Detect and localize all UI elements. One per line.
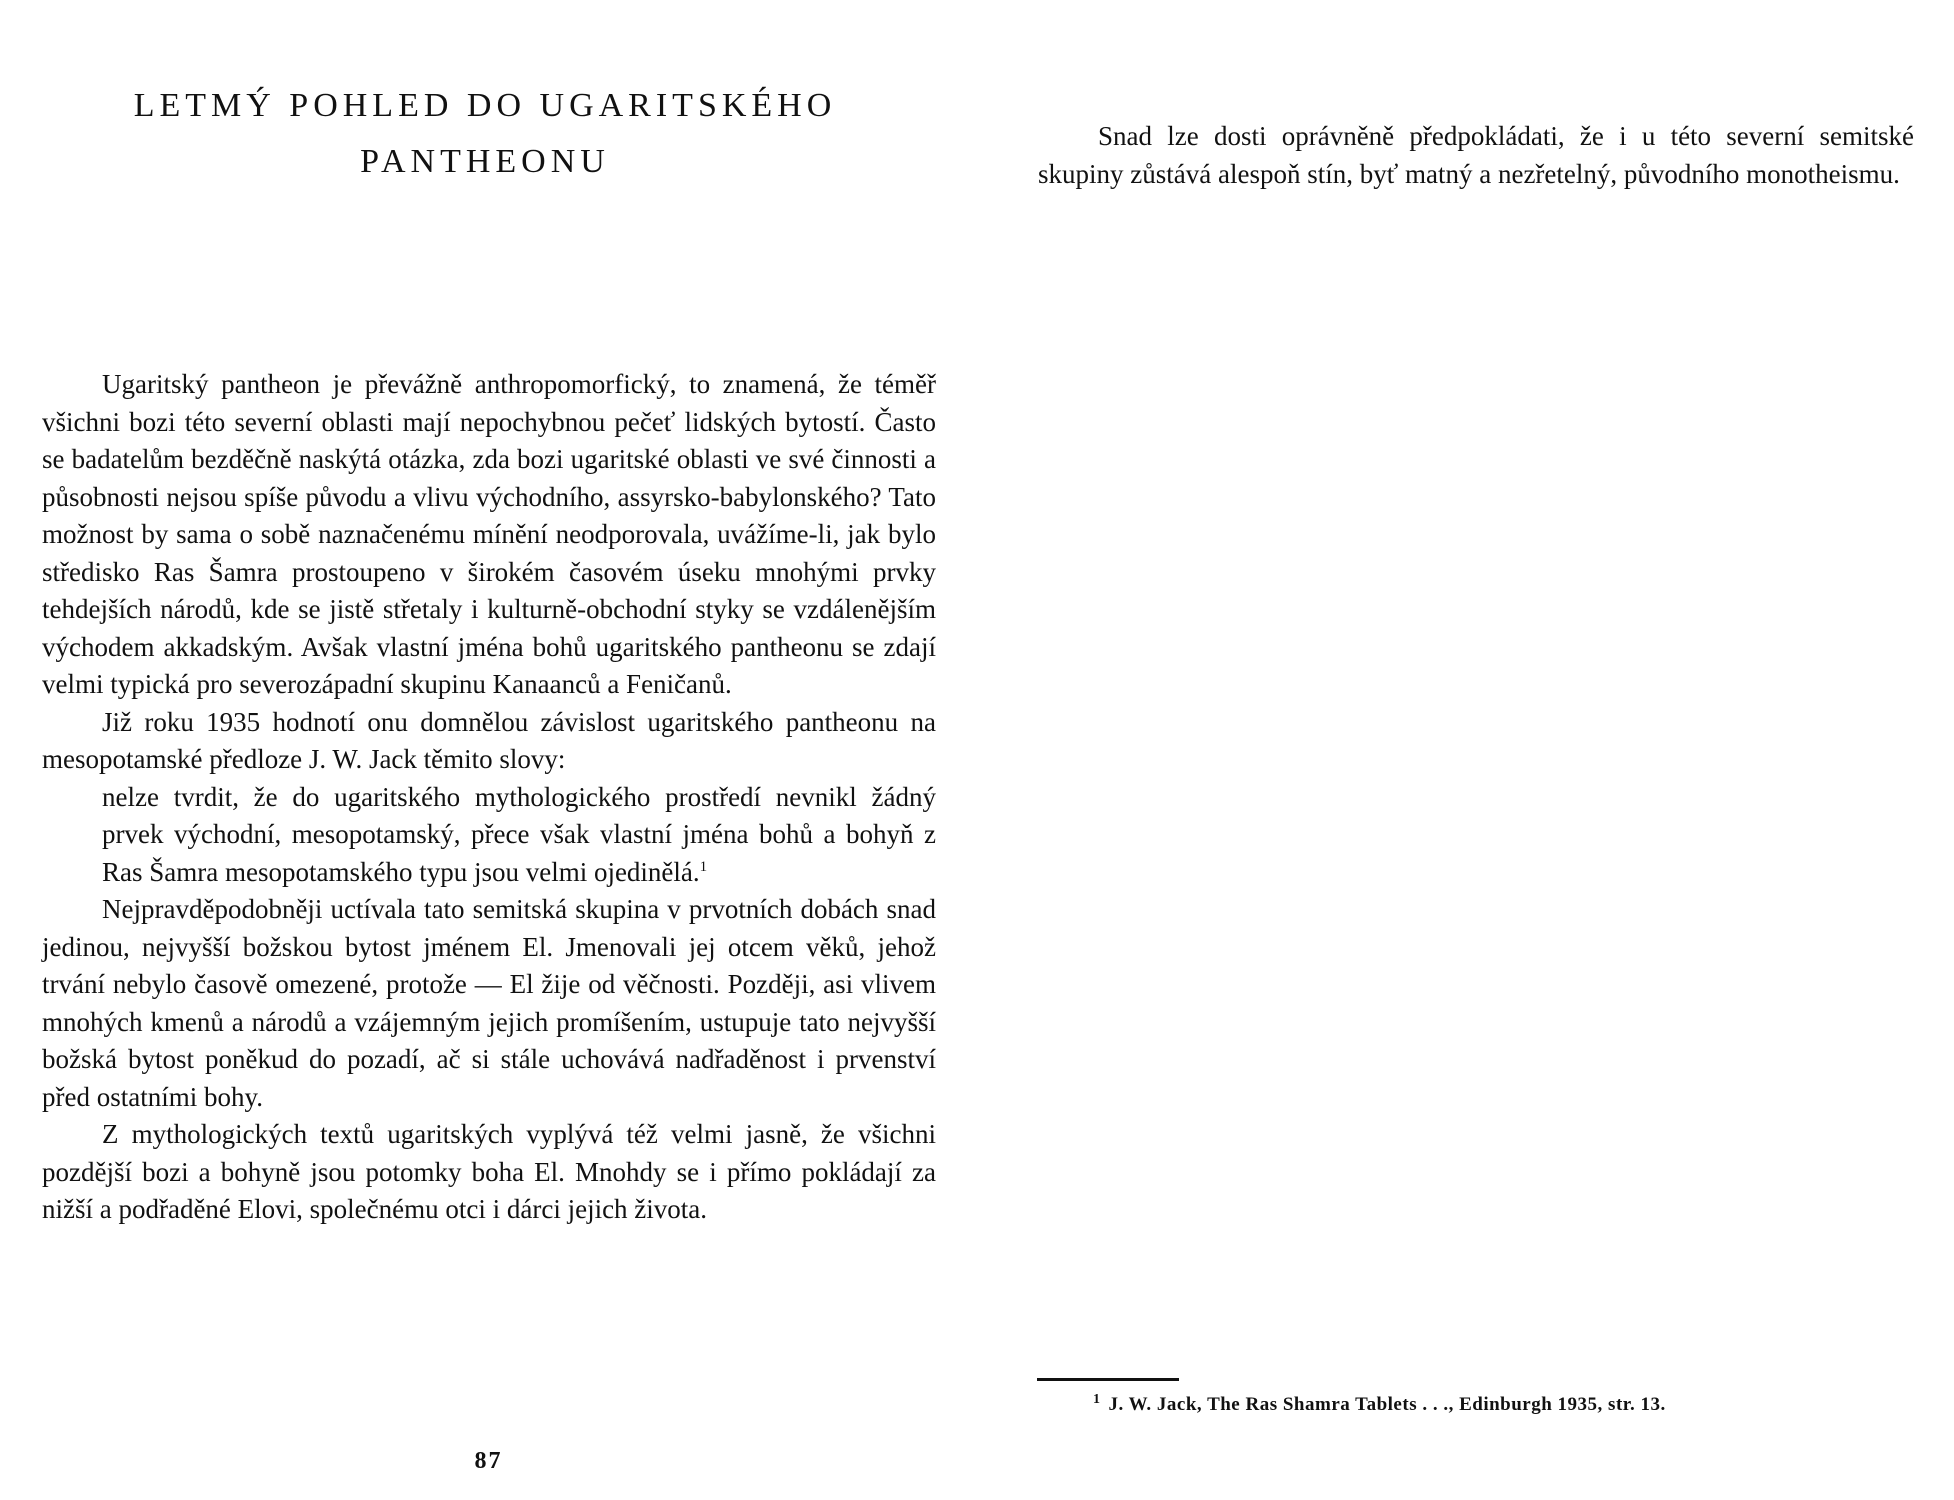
- chapter-title-line-1: LETMÝ POHLED DO UGARITSKÉHO: [133, 87, 837, 124]
- page-number: 87: [474, 1448, 503, 1474]
- footnote-divider: [1037, 1378, 1179, 1381]
- chapter-title: [60, 78, 910, 190]
- footnote-number: 1: [1093, 1391, 1101, 1407]
- paragraph-2: Již roku 1935 hodnotí onu domnělou závislost ugaritského pantheonu na mesopotamské předloze J. W. Jack těmito slovy:: [42, 706, 936, 774]
- right-paragraph-1: Snad lze dosti oprávněně předpokládati, že i u této severní semitské skupiny zůstává alespoň stín, byť matný a nezřetelný, původního monotheismu.: [1038, 121, 1914, 189]
- right-page: [977, 0, 1954, 1500]
- left-body-text: [42, 366, 936, 1229]
- paragraph-1: Ugaritský pantheon je převážně anthropomorfický, to znamená, že téměř všichni bozi této severní oblasti mají nepochybnou pečeť lidských bytostí. Často se badatelům bezděčně naskýtá otázka, zda bozi ugaritské oblasti ve své činnosti a působnosti nejsou spíše původu a vlivu východního, assyrsko-babylonského? Tato možnost by sama o sobě naznačenému mínění neodporovala, uvážíme-li, jak bylo středisko Ras Šamra prostoupeno v širokém časovém úseku mnohými prvky tehdejších národů, kde se jistě střetaly i kulturně-obchodní styky se vzdálenějším východem akkadským. Avšak vlastní jména bohů ugaritského pantheonu se zdají velmi typická pro severozápadní skupinu Kanaanců a Feničanů.: [42, 369, 936, 699]
- paragraph-3: Nejpravděpodobněji uctívala tato semitská skupina v prvotních dobách snad jedinou, nejvyšší božskou bytost jménem El. Jmenovali jej otcem věků, jehož trvání nebylo časově omezené, protože — El žije od věčnosti. Později, asi vlivem mnohých kmenů a národů a vzájemným jejich promíšením, ustupuje tato nejvyšší božská bytost poněkud do pozadí, ač si stále uchovává nadřaděnost i prvenství před ostatními bohy.: [42, 894, 936, 1112]
- block-quote-text: nelze tvrdit, že do ugaritského mythologického prostředí nevnikl žádný prvek východní, mesopotamský, přece však vlastní jména bohů a bohyň z Ras Šamra mesopotamského typu jsou velmi ojedinělá.: [102, 781, 936, 887]
- paragraph-4: Z mythologických textů ugaritských vyplývá též velmi jasně, že všichni pozdější bozi a bohyně jsou potomky boha El. Mnohdy se i přímo pokládají za nižší a podřaděné Elovi, společnému otci i dárci jejich života.: [42, 1119, 936, 1224]
- right-body-text: [1038, 118, 1914, 193]
- chapter-title-line-2: PANTHEONU: [360, 143, 610, 180]
- footnote-text: J. W. Jack, The Ras Shamra Tablets . . ., Edinburgh 1935, str. 13.: [1108, 1394, 1666, 1415]
- footnote: [1093, 1392, 1913, 1418]
- footnote-reference[interactable]: 1: [699, 858, 708, 875]
- block-quote: [102, 779, 936, 892]
